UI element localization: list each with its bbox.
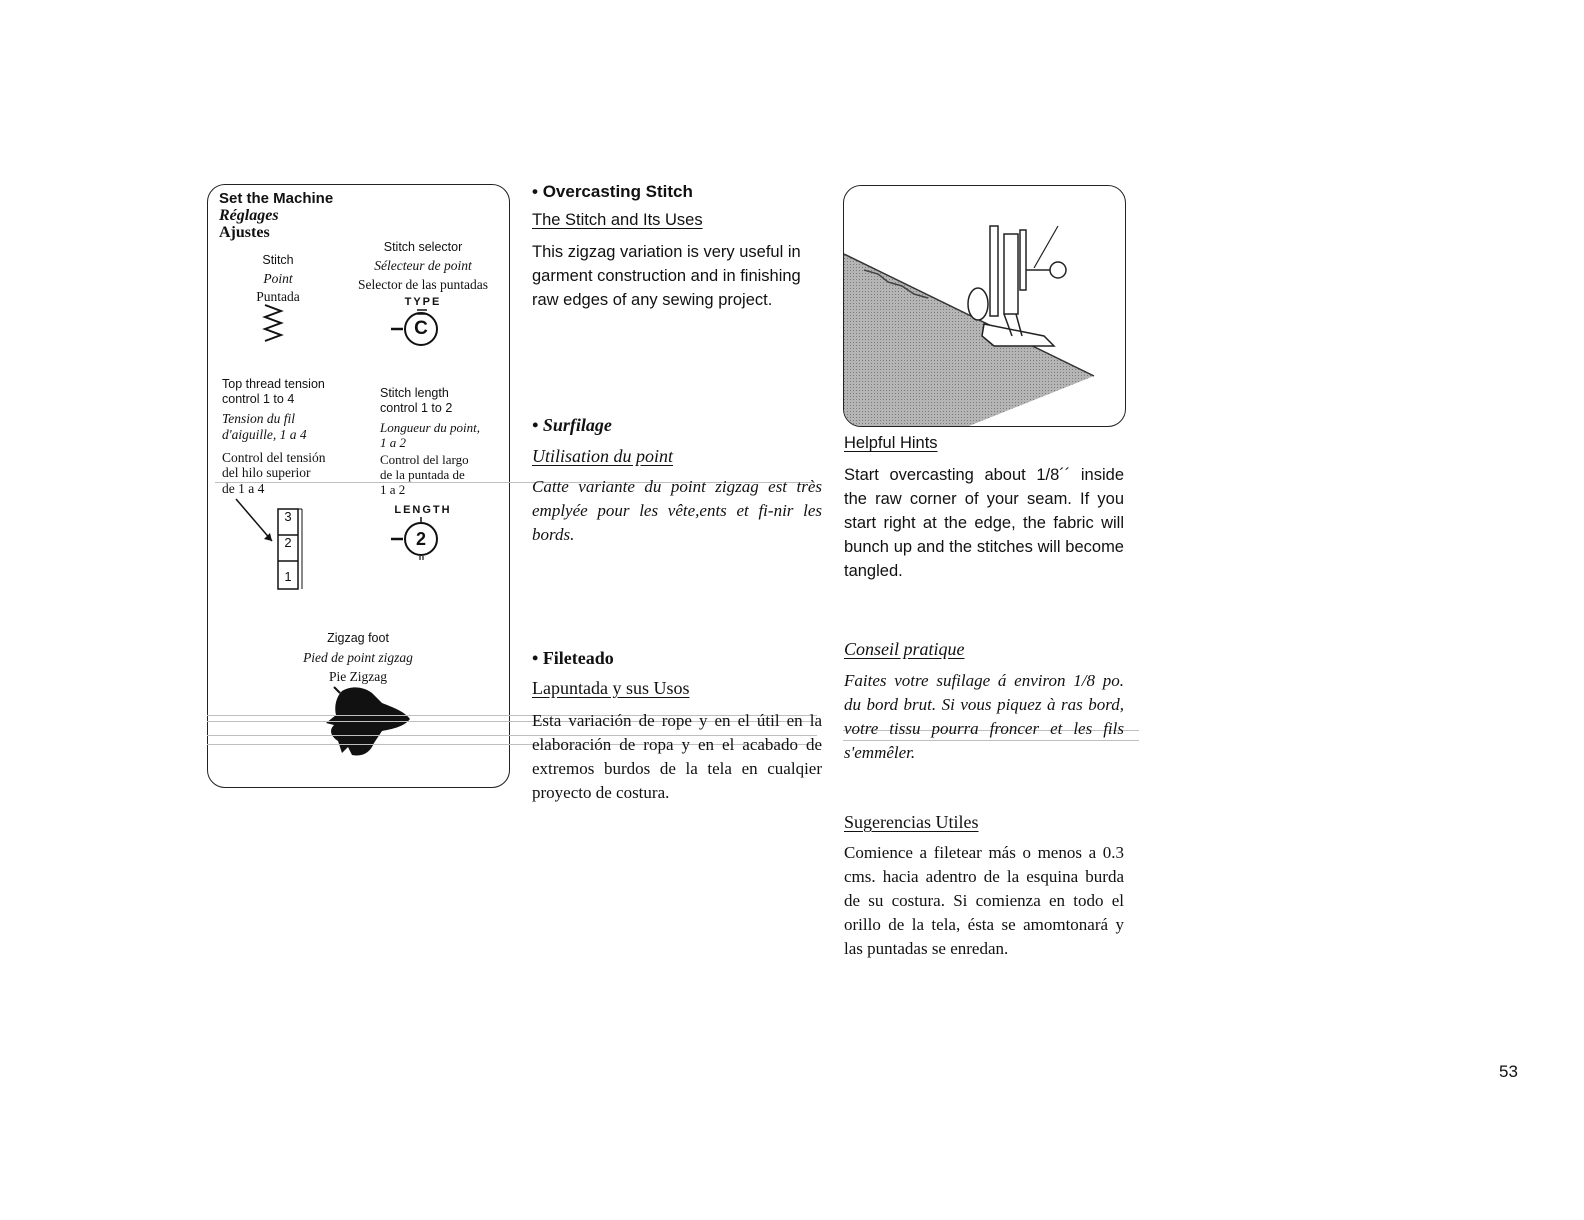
type-label: TYPE [404,296,442,308]
tension-dial-3: 3 [284,509,292,524]
selector-label-fr: Sélecteur de point [374,258,472,273]
tension-label-es-2: del hilo superior [222,465,311,480]
hints-en-heading: Helpful Hints [844,434,938,452]
spanish-subheading: Lapuntada y sus Usos [532,678,690,698]
english-body: This zigzag variation is very useful in garment construction and in finishing raw edges of any sewing project. [532,243,801,309]
set-machine-title-en: Set the Machine [219,190,334,207]
stitch-label-es: Puntada [256,289,300,304]
foot-label-es: Pie Zigzag [328,669,388,684]
hints-es-heading: Sugerencias Utiles [844,812,979,832]
stitch-label-en: Stitch [262,253,294,267]
french-heading: • Surfilage [532,415,612,435]
foot-label-fr: Pied de point zigzag [303,650,413,665]
zigzag-foot-icon [312,683,422,763]
overcasting-illustration [843,185,1126,427]
spanish-body: Esta variación de rope y en el útil en la elaboración de ropa y en el acabado de extremos burdos de la tela en cualqier proyecto de costura. [532,711,822,802]
length-label: LENGTH [394,504,452,516]
tension-dial-2: 2 [284,535,292,550]
english-heading: • Overcasting Stitch [532,182,693,201]
tension-dial-icon [224,495,324,595]
english-heading-text: Overcasting Stitch [542,182,693,201]
spanish-heading-text: Fileteado [542,648,614,668]
french-heading-text: Surfilage [542,415,612,435]
english-subheading: The Stitch and Its Uses [532,211,703,229]
length-label-es-2: de la puntada de [380,467,465,482]
set-machine-title-fr: Réglages [219,207,279,224]
hints-es-body: Comience a filetear más o menos a 0.3 cms. hacia adentro de la esquina burda de su costura. Si comienza en todo el orillo de la tela, ésta se amomtonará y las puntadas se enredan. [844,843,1124,958]
tension-label-es-3: de 1 a 4 [222,481,265,496]
length-label-es-1: Control del largo [380,452,469,467]
presser-foot-fabric-icon [844,186,1126,427]
french-body: Catte variante du point zigzag est très emplyée pour les vête,ents et fi-nir les bords. [532,477,822,544]
hints-fr-body: Faites votre sufilage á environ 1/8 po. du bord brut. Si vous piquez à ras bord, votre tissu pourra froncer et les fils s'emmêler. [844,671,1124,762]
set-machine-title-es: Ajustes [219,224,270,241]
foot-label-en: Zigzag foot [327,631,389,645]
selector-label-es: Selector de las puntadas [357,277,489,292]
stitch-label-fr: Point [263,271,293,286]
hints-fr-heading: Conseil pratique [844,639,965,659]
tension-label-en-1: Top thread tension [222,377,325,391]
type-dial-value: C [414,318,428,339]
tension-label-fr-2: d'aiguille, 1 a 4 [222,427,307,442]
length-label-es-3: 1 a 2 [380,482,406,497]
machine-settings-box [207,184,510,788]
spanish-heading: • Fileteado [532,648,614,668]
length-label-en-2: control 1 to 2 [380,401,453,415]
page-number: 53 [1499,1062,1518,1081]
length-dial-value: 2 [415,529,426,549]
zigzag-stitch-icon [262,303,284,345]
french-subheading: Utilisation du point [532,446,674,466]
tension-dial-1: 1 [284,569,292,584]
length-label-fr-1: Longueur du point, [380,420,481,435]
tension-label-fr-1: Tension du fil [222,411,296,426]
selector-label-en: Stitch selector [383,240,463,254]
hints-en-body: Start overcasting about 1/8´´ inside the raw corner of your seam. If you start right at the edge, the fabric will bunch up and the stitches will become tangled. [844,466,1124,580]
tension-label-en-2: control 1 to 4 [222,392,295,406]
tension-label-es-1: Control del tensión [222,450,326,465]
length-label-en-1: Stitch length [380,386,449,400]
length-label-fr-2: 1 a 2 [380,435,406,450]
